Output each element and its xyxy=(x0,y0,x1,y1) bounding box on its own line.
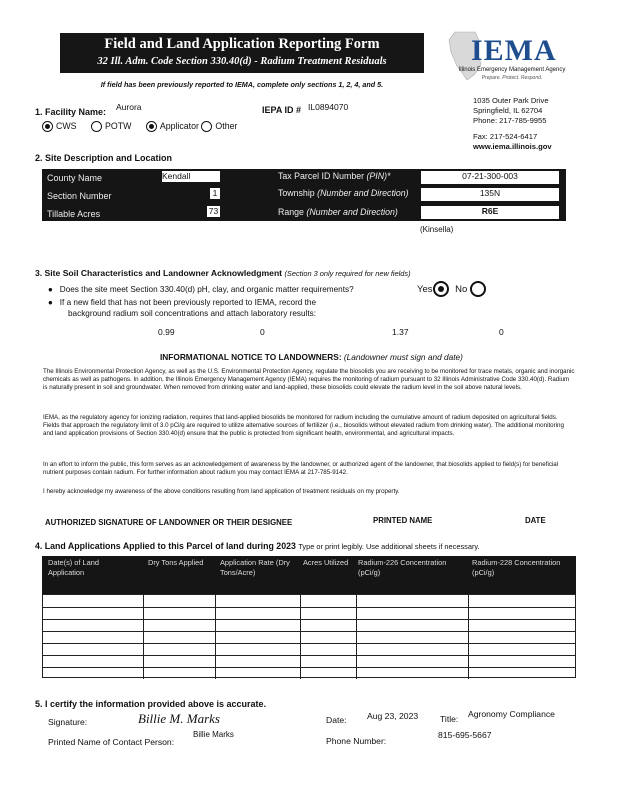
table-cell[interactable] xyxy=(302,595,354,607)
table-cell[interactable] xyxy=(470,619,575,631)
yes-no-options xyxy=(417,281,486,297)
notice-paragraph-3: In an effort to inform the public, this form serves as an acknowledgement of awareness by the landowner, or authorized agent of the landowner, that biosolids applied to field(s) for beneficial nutrient purposes contain radium. For further information about radium you may contact IEMA at 217-785-9142. xyxy=(43,461,559,477)
radio-applicator-icon xyxy=(146,121,157,132)
range-label: Range (Number and Direction) xyxy=(278,207,398,217)
column-header-rate: Application Rate (Dry Tons/Acre) xyxy=(220,558,290,577)
agency-web: www.iema.illinois.gov xyxy=(473,142,552,151)
table-row-divider xyxy=(43,607,575,608)
tillable-acres-value[interactable]: 73 xyxy=(208,206,219,216)
soil-question-1: ● Does the site meet Section 330.40(d) pH, clay, and organic matter requirements? xyxy=(48,285,354,294)
table-cell[interactable] xyxy=(45,631,141,643)
table-cell[interactable] xyxy=(45,655,141,667)
table-cell[interactable] xyxy=(358,643,466,655)
bullet-icon: ● xyxy=(48,298,53,307)
radium-value-4[interactable]: 0 xyxy=(499,327,504,337)
table-cell[interactable] xyxy=(217,595,298,607)
option-yes[interactable]: Yes xyxy=(417,284,449,295)
printed-name-value[interactable]: Billie Marks xyxy=(193,730,234,739)
option-no[interactable]: No xyxy=(455,284,486,295)
option-potw[interactable]: POTW xyxy=(91,121,131,131)
table-row-divider xyxy=(43,655,575,656)
radium-value-2[interactable]: 0 xyxy=(260,327,265,337)
table-cell[interactable] xyxy=(470,667,575,679)
tax-parcel-value[interactable]: 07-21-300-003 xyxy=(421,171,559,184)
iema-logo xyxy=(441,30,573,82)
table-cell[interactable] xyxy=(45,595,141,607)
option-other[interactable]: Other xyxy=(201,121,237,131)
bullet-icon: ● xyxy=(48,285,53,294)
signature-value[interactable]: Billie M. Marks xyxy=(138,711,220,726)
table-cell[interactable] xyxy=(358,655,466,667)
township-value[interactable]: 135N xyxy=(421,188,559,201)
applications-table xyxy=(42,594,576,678)
notice-paragraph-2: IEMA, as the regulatory agency for ionizing radiation, requires that land-applied biosolids be monitored for radium including the cumulative amount of radium deposited on agricultural fields. Fields that approach the regulatory limit of 3.0 pCi/g are required to utilize alternative sources of fertilizer (i.e., biosolids without elevated radium from drinking water). The additional monitoring and land application provisions of Section 330.40(d) ensure that the public is protected from significant health, environmental, and agricultural impacts. xyxy=(43,414,564,438)
radio-other-icon xyxy=(201,121,212,132)
table-cell[interactable] xyxy=(145,655,213,667)
table-row-divider xyxy=(43,619,575,620)
table-cell[interactable] xyxy=(45,619,141,631)
notice-paragraph-1: The Illinois Environmental Protection Agency, as well as the U.S. Environmental Protection Agency, regulate the biosolids you are receiving to be monitored for trace metals, organic and inorganic chemicals as well as pathogens. In addition, the Illinois Emergency Management Agency (IEMA) requires the monitoring of radium pursuant to 32 Illinois Administrative Code 330.40(d). Radium is naturally present in soil and groundwater. When removed from drinking water and land-applied, these biosolids could elevate the radium level in the soil above natural levels. xyxy=(43,368,575,392)
table-column-divider xyxy=(300,595,301,679)
facility-type-options xyxy=(42,121,237,132)
iepa-id-label: IEPA ID # xyxy=(262,105,302,115)
radio-yes-icon xyxy=(433,281,449,297)
landowner-signature-label: AUTHORIZED SIGNATURE OF LANDOWNER OR THEIR DESIGNEE xyxy=(45,518,293,527)
table-cell[interactable] xyxy=(358,595,466,607)
table-row-divider xyxy=(43,631,575,632)
table-cell[interactable] xyxy=(145,667,213,679)
table-cell[interactable] xyxy=(302,607,354,619)
address-line-2: Springfield, IL 62704 xyxy=(473,106,543,115)
address-line-1: 1035 Outer Park Drive xyxy=(473,96,549,105)
notice-paragraph-4: I hereby acknowledge my awareness of the above conditions resulting from land application of treatment residuals on my property. xyxy=(43,488,400,495)
agency-phone: Phone: 217-785-9955 xyxy=(473,116,547,125)
table-cell[interactable] xyxy=(470,631,575,643)
logo-text: IEMA xyxy=(471,34,557,67)
table-cell[interactable] xyxy=(145,607,213,619)
table-cell[interactable] xyxy=(217,631,298,643)
agency-name: Illinois Emergency Management Agency xyxy=(458,67,566,73)
certify-date-label: Date: xyxy=(326,715,347,725)
table-cell[interactable] xyxy=(358,667,466,679)
agency-tagline: Prepare. Protect. Respond. xyxy=(481,75,543,81)
radium-value-1[interactable]: 0.99 xyxy=(158,327,175,337)
table-cell[interactable] xyxy=(217,643,298,655)
facility-name-value[interactable]: Aurora xyxy=(116,102,142,112)
table-cell[interactable] xyxy=(302,619,354,631)
table-cell[interactable] xyxy=(145,595,213,607)
table-cell[interactable] xyxy=(358,631,466,643)
table-cell[interactable] xyxy=(217,667,298,679)
phone-value[interactable]: 815-695-5667 xyxy=(438,730,492,740)
form-note: If field has been previously reported to IEMA, complete only sections 1, 2, 4, and 5. xyxy=(100,80,384,89)
table-cell[interactable] xyxy=(470,643,575,655)
signature-label: Signature: xyxy=(48,717,88,727)
table-row-divider xyxy=(43,667,575,668)
table-cell[interactable] xyxy=(145,643,213,655)
landowner-date-label: DATE xyxy=(525,516,546,525)
radio-cws-icon xyxy=(42,121,53,132)
column-header-dry-tons: Dry Tons Applied xyxy=(148,558,204,567)
table-cell[interactable] xyxy=(217,655,298,667)
agency-fax: Fax: 217-524-6417 xyxy=(473,132,538,141)
table-cell[interactable] xyxy=(217,607,298,619)
column-header-ra226: Radium-226 Concentration (pCi/g) xyxy=(358,558,447,577)
radio-no-icon xyxy=(470,281,486,297)
township-label: Township (Number and Direction) xyxy=(278,188,409,198)
table-cell[interactable] xyxy=(470,655,575,667)
county-name-label: County Name xyxy=(47,173,103,183)
soil-heading: 3. Site Soil Characteristics and Landowner Acknowledgment (Section 3 only required for new fields) xyxy=(35,268,411,278)
section-number-label: Section Number xyxy=(47,191,112,201)
land-applications-heading: 4. Land Applications Applied to this Parcel of land during 2023 Type or print legibly. Use additional sheets if necessary. xyxy=(35,541,480,551)
soil-question-2: ● If a new field that has not been previously reported to IEMA, record the background radium soil concentrations and attach laboratory results: xyxy=(48,298,317,318)
title-value[interactable]: Agronomy Compliance xyxy=(468,709,555,719)
table-row-divider xyxy=(43,643,575,644)
range-value[interactable]: R6E xyxy=(421,206,559,219)
site-description-heading: 2. Site Description and Location xyxy=(35,153,173,163)
certification-heading: 5. I certify the information provided above is accurate. xyxy=(35,699,267,709)
table-column-divider xyxy=(143,595,144,679)
county-name-value[interactable]: Kendall xyxy=(162,171,220,182)
table-cell[interactable] xyxy=(302,643,354,655)
radio-potw-icon xyxy=(91,121,102,132)
landowner-printed-name-label: PRINTED NAME xyxy=(373,516,433,525)
table-cell[interactable] xyxy=(302,631,354,643)
table-cell[interactable] xyxy=(358,607,466,619)
option-applicator[interactable]: Applicator xyxy=(146,121,199,131)
form-subtitle: 32 Ill. Adm. Code Section 330.40(d) - Radium Treatment Residuals xyxy=(97,56,387,67)
table-cell[interactable] xyxy=(145,619,213,631)
table-cell[interactable] xyxy=(470,607,575,619)
certify-date-value[interactable]: Aug 23, 2023 xyxy=(367,711,419,721)
table-cell[interactable] xyxy=(302,655,354,667)
printed-name-label: Printed Name of Contact Person: xyxy=(48,737,175,747)
table-cell[interactable] xyxy=(358,619,466,631)
table-cell[interactable] xyxy=(45,643,141,655)
column-header-acres: Acres Utilized xyxy=(303,558,349,567)
section-number-value[interactable]: 1 xyxy=(210,188,220,199)
table-column-divider xyxy=(356,595,357,679)
table-cell[interactable] xyxy=(217,619,298,631)
column-header-ra228: Radium-228 Concentration (pCi/g) xyxy=(472,558,561,577)
radium-value-3[interactable]: 1.37 xyxy=(392,327,409,337)
site-note: (Kinsella) xyxy=(420,225,454,234)
notice-heading: INFORMATIONAL NOTICE TO LANDOWNERS: (Landowner must sign and date) xyxy=(160,352,463,362)
table-cell[interactable] xyxy=(45,667,141,679)
facility-name-label: 1. Facility Name: xyxy=(35,107,107,117)
table-column-divider xyxy=(468,595,469,679)
agency-address xyxy=(473,96,552,152)
table-column-divider xyxy=(215,595,216,679)
table-cell[interactable] xyxy=(470,595,575,607)
option-cws[interactable]: CWS xyxy=(42,121,77,131)
title-label: Title: xyxy=(440,714,459,724)
table-cell[interactable] xyxy=(45,607,141,619)
tax-parcel-label: Tax Parcel ID Number (PIN)* xyxy=(278,171,391,181)
column-header-date: Date(s) of Land Application xyxy=(48,558,99,577)
table-cell[interactable] xyxy=(145,631,213,643)
table-cell[interactable] xyxy=(302,667,354,679)
form-title: Field and Land Application Reporting Form xyxy=(104,36,380,52)
iepa-id-value[interactable]: IL0894070 xyxy=(308,102,349,112)
phone-label: Phone Number: xyxy=(326,736,387,746)
tillable-acres-label: Tillable Acres xyxy=(47,209,101,219)
